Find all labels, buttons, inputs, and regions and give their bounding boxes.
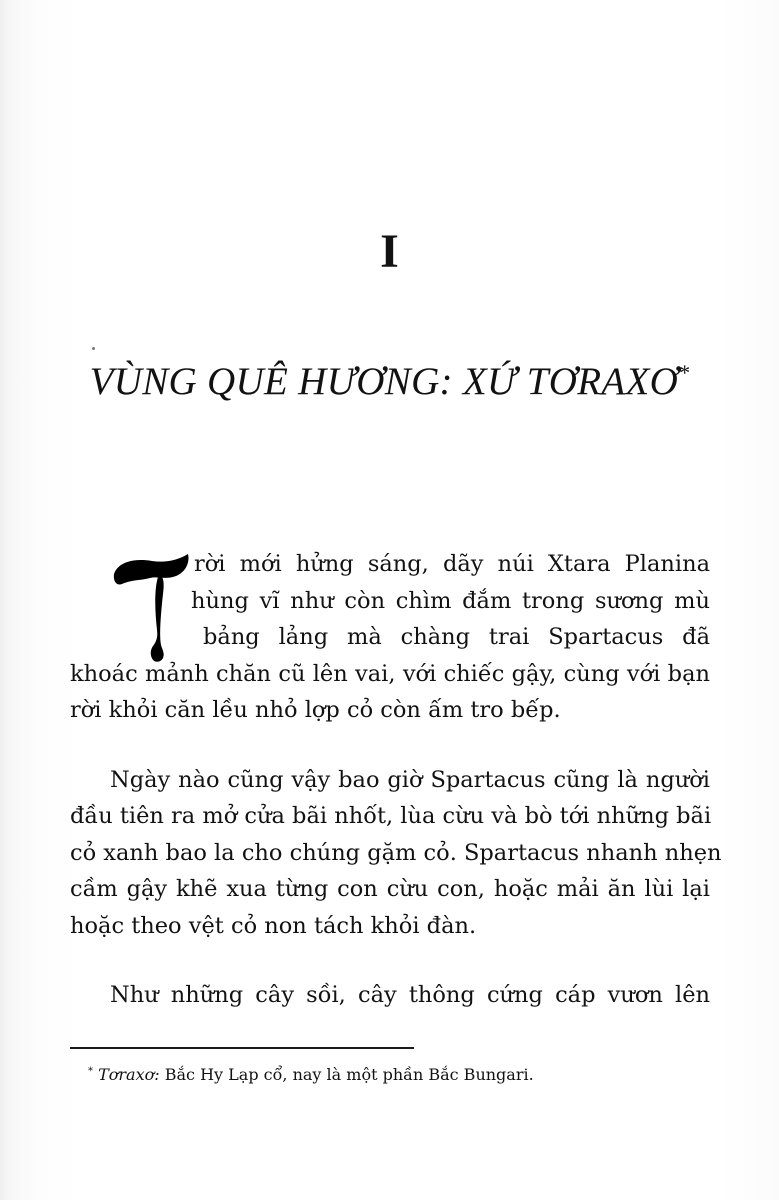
chapter-number: I <box>380 225 399 278</box>
paragraph-2-line-4: cầm gậy khẽ xua từng con cừu con, hoặc mải ăn lùi lại <box>70 876 710 902</box>
paragraph-2-line-5: hoặc theo vệt cỏ non tách khỏi đàn. <box>70 913 477 939</box>
footnote <box>88 1063 534 1087</box>
drop-cap-letter <box>108 550 192 668</box>
chapter-title <box>0 352 779 412</box>
footnote-text: Bắc Hy Lạp cổ, nay là một phần Bắc Bungari. <box>159 1065 534 1084</box>
footnote-ref-marker: * <box>88 1066 93 1077</box>
paragraph-2-line-1: Ngày nào cũng vậy bao giờ Spartacus cũng là người <box>110 767 710 793</box>
chapter-title-text: VÙNG QUÊ HƯƠNG: XỨ TƠRAXƠ <box>89 360 679 403</box>
footnote-rule <box>70 1047 414 1049</box>
paragraph-1-line-3: bảng lảng mà chàng trai Spartacus đã <box>203 624 710 650</box>
print-speck <box>92 347 95 350</box>
paragraph-2-line-2: đầu tiên ra mở cửa bãi nhốt, lùa cừu và bò tới những bãi <box>70 803 712 829</box>
paragraph-1-line-5: rời khỏi căn lều nhỏ lợp cỏ còn ấm tro bếp. <box>70 697 561 723</box>
footnote-term: Tơraxơ: <box>98 1065 160 1084</box>
footnote-marker: * <box>678 360 690 385</box>
paragraph-1-line-2: hùng vĩ như còn chìm đắm trong sương mù <box>191 588 710 614</box>
paragraph-1-line-4: khoác mảnh chăn cũ lên vai, với chiếc gậy, cùng với bạn <box>70 661 710 687</box>
paragraph-2-line-3: cỏ xanh bao la cho chúng gặm cỏ. Spartacus nhanh nhẹn <box>70 840 722 866</box>
paragraph-3-line-1: Như những cây sồi, cây thông cứng cáp vươn lên <box>110 982 710 1008</box>
paragraph-1-line-1: rời mới hửng sáng, dãy núi Xtara Planina <box>194 551 710 577</box>
